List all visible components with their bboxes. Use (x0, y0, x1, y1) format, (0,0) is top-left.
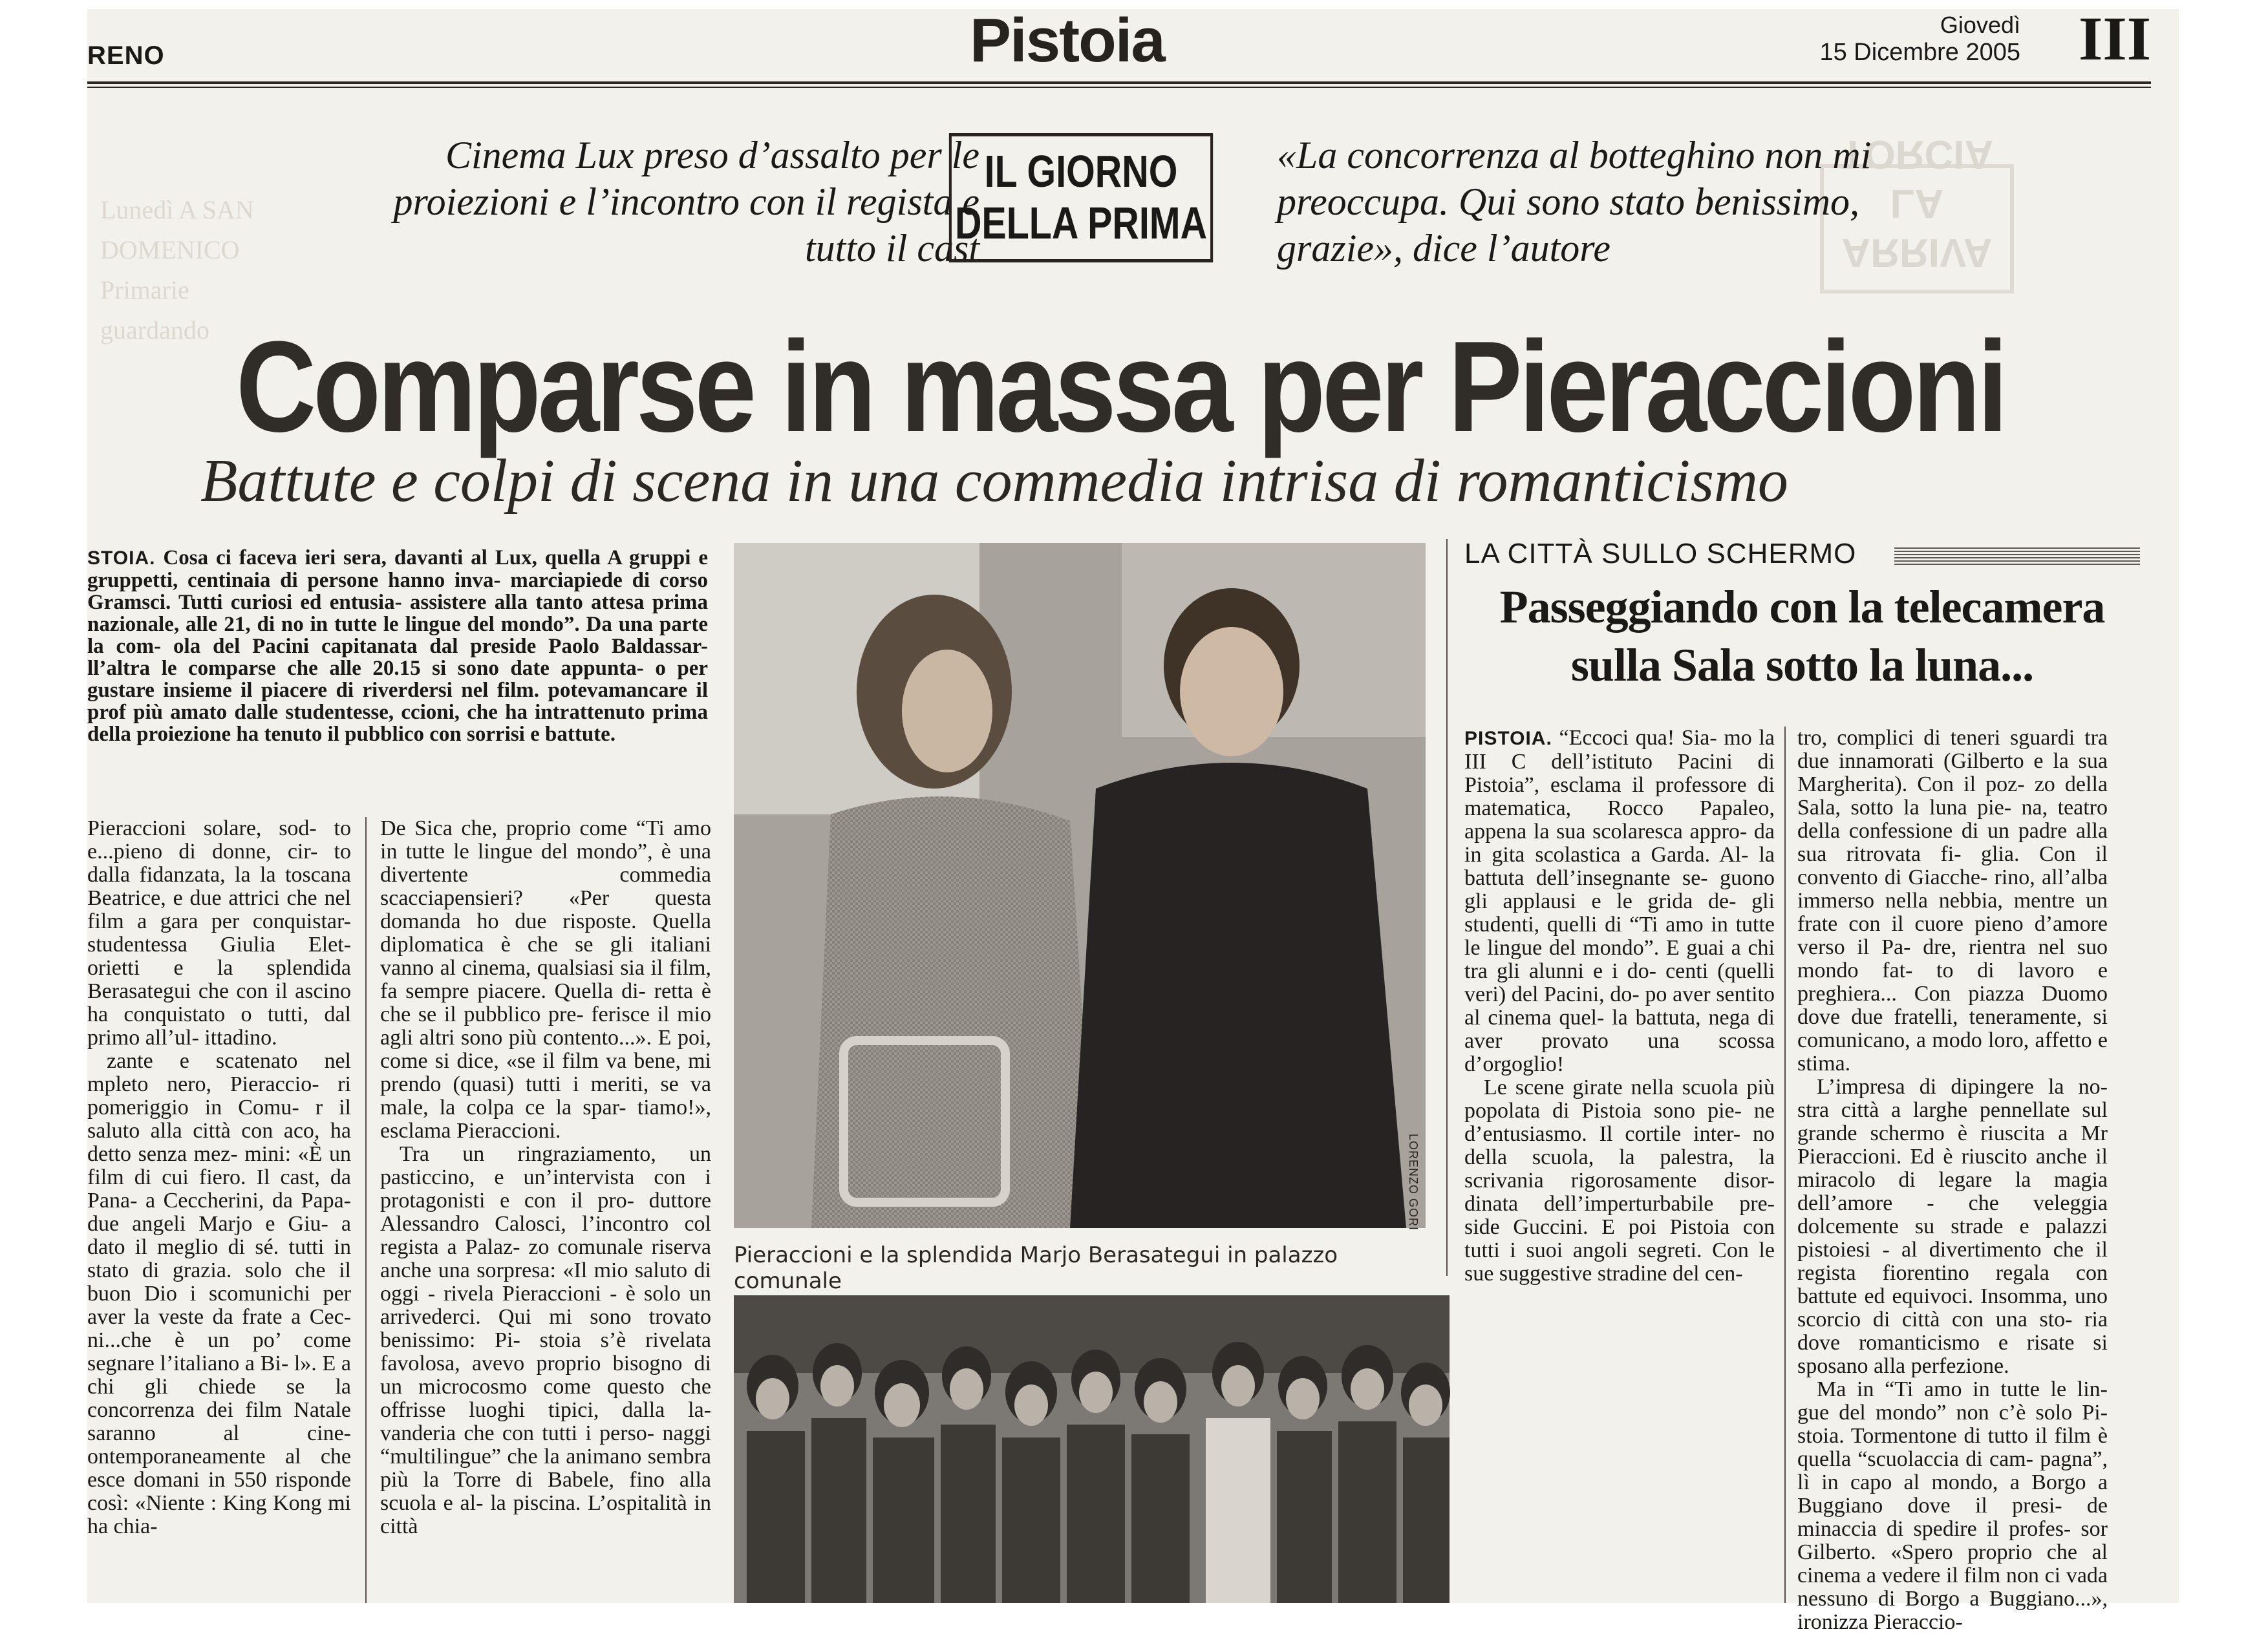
subheadline: Battute e colpi di scena in una commedia intrisa di romanticismo (200, 447, 1788, 515)
side-paragraph: Le scene girate nella scuola più popolata di Pistoia sono pie- ne d’entusiasmo. Il cortile inter- no della scuola, la palestra, la scrivania rigorosamente disor- dinata dell’imperturbabile pre- side Guccini. E poi Pistoia con tutti i suoi angoli segreti. Con le sue suggestive stradine del cen- (1464, 1076, 1775, 1286)
column-rule (1446, 539, 1448, 1276)
side-story-column-2 (1797, 726, 2108, 1634)
photo-crowd (734, 1295, 1450, 1603)
section-left-label: RENO (87, 41, 165, 70)
masthead-day: Giovedì (1940, 12, 2020, 38)
newspaper-page (87, 4, 2179, 1634)
article-paragraph: De Sica che, proprio come “Ti amo in tutte le lingue del mondo”, è una divertente commedia scacciapensieri? «Per questa domanda ho due risposte. Quella diplomatica è che se gli italiani vanno al cinema, qualsiasi sia il film, fa sempre piacere. Quella di- retta è che se il pubblico pre- ferisce il mio agli altri sono più contento...». E poi, come si dice, «se il film va bene, mi prendo (quasi) tutti i meriti, se va male, la colpa ce la spar- tiamo!», esclama Pieraccioni. (380, 816, 711, 1143)
side-story-title: Passeggiando con la telecamera sulla Sala sotto la luna... (1499, 581, 2105, 691)
ghost-box-text: ARRIVA LA TORCIA (1820, 164, 2014, 293)
article-column-2 (380, 817, 711, 1603)
side-paragraph: Ma in “Ti amo in tutte le lin- gue del mondo” non c’è solo Pi- stoia. Tormentone di tutto il film è quella “scuolaccia di cam- pagna”, lì in capo al mondo, a Borgo a Buggiano dove il presi- de minaccia di spedire il profes- sor Gilberto. «Spero proprio che al cinema a vedere il film non ci vada nessuno di Borgo a Buggiano...», ironizza Pieraccio- (1797, 1377, 2108, 1634)
lead-text: Cosa ci faceva ieri sera, davanti al Lux, quella A gruppi e gruppetti, centinaia di persone hanno inva- marciapiede di corso Gramsci. Tutti curiosi ed entusia- assistere alla tanto attesa prima nazionale, alle 21, di no in tutte le lingue del mondo”. Da una parte la com- ola del Pacini capitanata dal preside Paolo Baldassar- ll’altra le comparse che alle 20.15 si sono date appunta- o per gustare insieme il piacere di riverdersi nel film. potevamancare il prof più amato dalle studentesse, ccioni, che ha intrattenuto prima della proiezione ha tenuto il pubblico con sorrisi e battute. (87, 546, 708, 746)
crowd-illustration (734, 1295, 1450, 1603)
kicker-box: IL GIORNO DELLA PRIMA (949, 133, 1213, 262)
article-paragraph: Pieraccioni solare, sod- to e...pieno di donne, cir- to dalla fidanzata, la la toscana Beatrice, e due attrici che nel film a gara per conquistar- studentessa Giulia Elet- orietti e la splendida Berasategui che con il ascino ha conquistato o tutti, dal primo all’ul- ittadino. (87, 816, 351, 1050)
masthead-date: 15 Dicembre 2005 (1819, 39, 2020, 66)
photo-credit: LORENZO GORI (1407, 1134, 1420, 1231)
side-dateline: PISTOIA. (1464, 728, 1552, 749)
masthead-rule (87, 81, 2151, 88)
article-column-1 (87, 817, 351, 1603)
photo-pieraccioni-berasategui (734, 543, 1426, 1228)
side-story-column-1 (1464, 726, 1775, 1286)
rubric-bar (1894, 547, 2140, 565)
masthead (87, 4, 2179, 81)
side-paragraph: L’impresa di dipingere la no- stra città a larghe pennellate sul grande schermo è riuscita a Mr Pieraccioni. Ed è riuscito anche il miracolo di legare la magia dell’amore - che veleggia dolcemente su strade e palazzi pistoiesi - al divertimento che il regista fiorentino regala con battute ed equivoci. Insomma, uno scorcio di città con una sto- ria dove romanticismo e risate si sposano alla perfezione. (1797, 1075, 2108, 1378)
column-rule (365, 817, 367, 1603)
kicker-right: «La concorrenza al botteghino non mi preoccupa. Qui sono stato benissimo, grazie», dice l’autore (1277, 134, 1872, 270)
page-number: III (2079, 4, 2152, 73)
ghost-side-text: Lunedì A SAN DOMENICO Primarie guardando (100, 195, 254, 345)
section-title: Pistoia (970, 6, 1164, 75)
article-paragraph: zante e scatenato nel mpleto nero, Pieraccio- ri pomeriggio in Comu- r il saluto alla città con aco, ha detto senza mez- mini: «È un film di cui fiero. Il cast, da Pana- a Ceccherini, da Papa- due angeli Marjo e Giu- a dato il meglio di sé. tutti in stato di grazia. solo che il buon Dio i scomunichi per aver la veste da frate a Cec- ni...che è un po’ come segnare l’italiano a Bi- l». E a chi gli chiede se la concorrenza dei film Natale saranno al cine- ontemporaneamente al che esce domani in 550 risponde così: «Niente : King Kong mi ha chia- (87, 1049, 351, 1538)
kicker-left: Cinema Lux preso d’assalto per le proiezioni e l’incontro con il regista e tutto il cast (393, 134, 979, 270)
photo-caption: Pieraccioni e la splendida Marjo Berasategui in palazzo comunale (734, 1242, 1338, 1294)
side-paragraph: tro, complici di teneri sguardi tra due innamorati (Gilberto e la sua Margherita). Con il poz- zo della Sala, sotto la luna pie- na, teatro della confessione di un padre alla sua ritrovata fi- glia. Con il convento di Giacche- rino, all’alba immerso nella nebbia, mentre un frate con il cuore pieno d’amore verso il Pa- dre, rientra nel suo mondo fat- to di lavoro e preghiera... Con piazza Duomo dove due fratelli, teneramente, si comunicano, a modo loro, affetto e stima. (1797, 726, 2108, 1076)
headline: Comparse in massa per Pieraccioni (236, 315, 2005, 459)
lead-dateline: STOIA. (87, 547, 156, 569)
lead-paragraph (87, 547, 708, 792)
photo-illustration (734, 543, 1426, 1228)
side-story-rubric: LA CITTÀ SULLO SCHERMO (1464, 538, 1857, 569)
side-paragraph-text: “Eccoci qua! Sia- mo la III C dell’istituto Pacini di Pistoia”, esclama il professore di matematica, Rocco Papaleo, appena la sua scolaresca appro- da in gita scolastica a Garda. Al- la battuta dell’insegnante se- guono gli applausi e le grida de- gli studenti, quelli di “Ti amo in tutte le lingue del mondo”. E guai a chi tra gli alunni e i do- centi (quelli veri) del Pacini, do- po aver sentito al cinema quel- la battuta, nega di aver provato una scossa d’orgoglio! (1464, 726, 1775, 1076)
column-rule (1784, 727, 1786, 1603)
side-paragraph (1464, 727, 1775, 1076)
article-paragraph: Tra un ringraziamento, un pasticcino, e un’intervista con i protagonisti e con il pro- duttore Alessandro Calosci, l’incontro col regista a Palaz- zo comunale riserva anche una sorpresa: «Il mio saluto di oggi - rivela Pieraccioni - è solo un arrivederci. Qui mi sono trovato benissimo: Pi- stoia s’è rivelata favolosa, avevo proprio bisogno di un microcosmo come questo che offrisse luoghi tipici, dalla la- vanderia che con tutti i perso- naggi “multilingue” che la animano sembra più la Torre di Babele, fino alla scuola e al- la piscina. L’ospitalità in città (380, 1142, 711, 1538)
